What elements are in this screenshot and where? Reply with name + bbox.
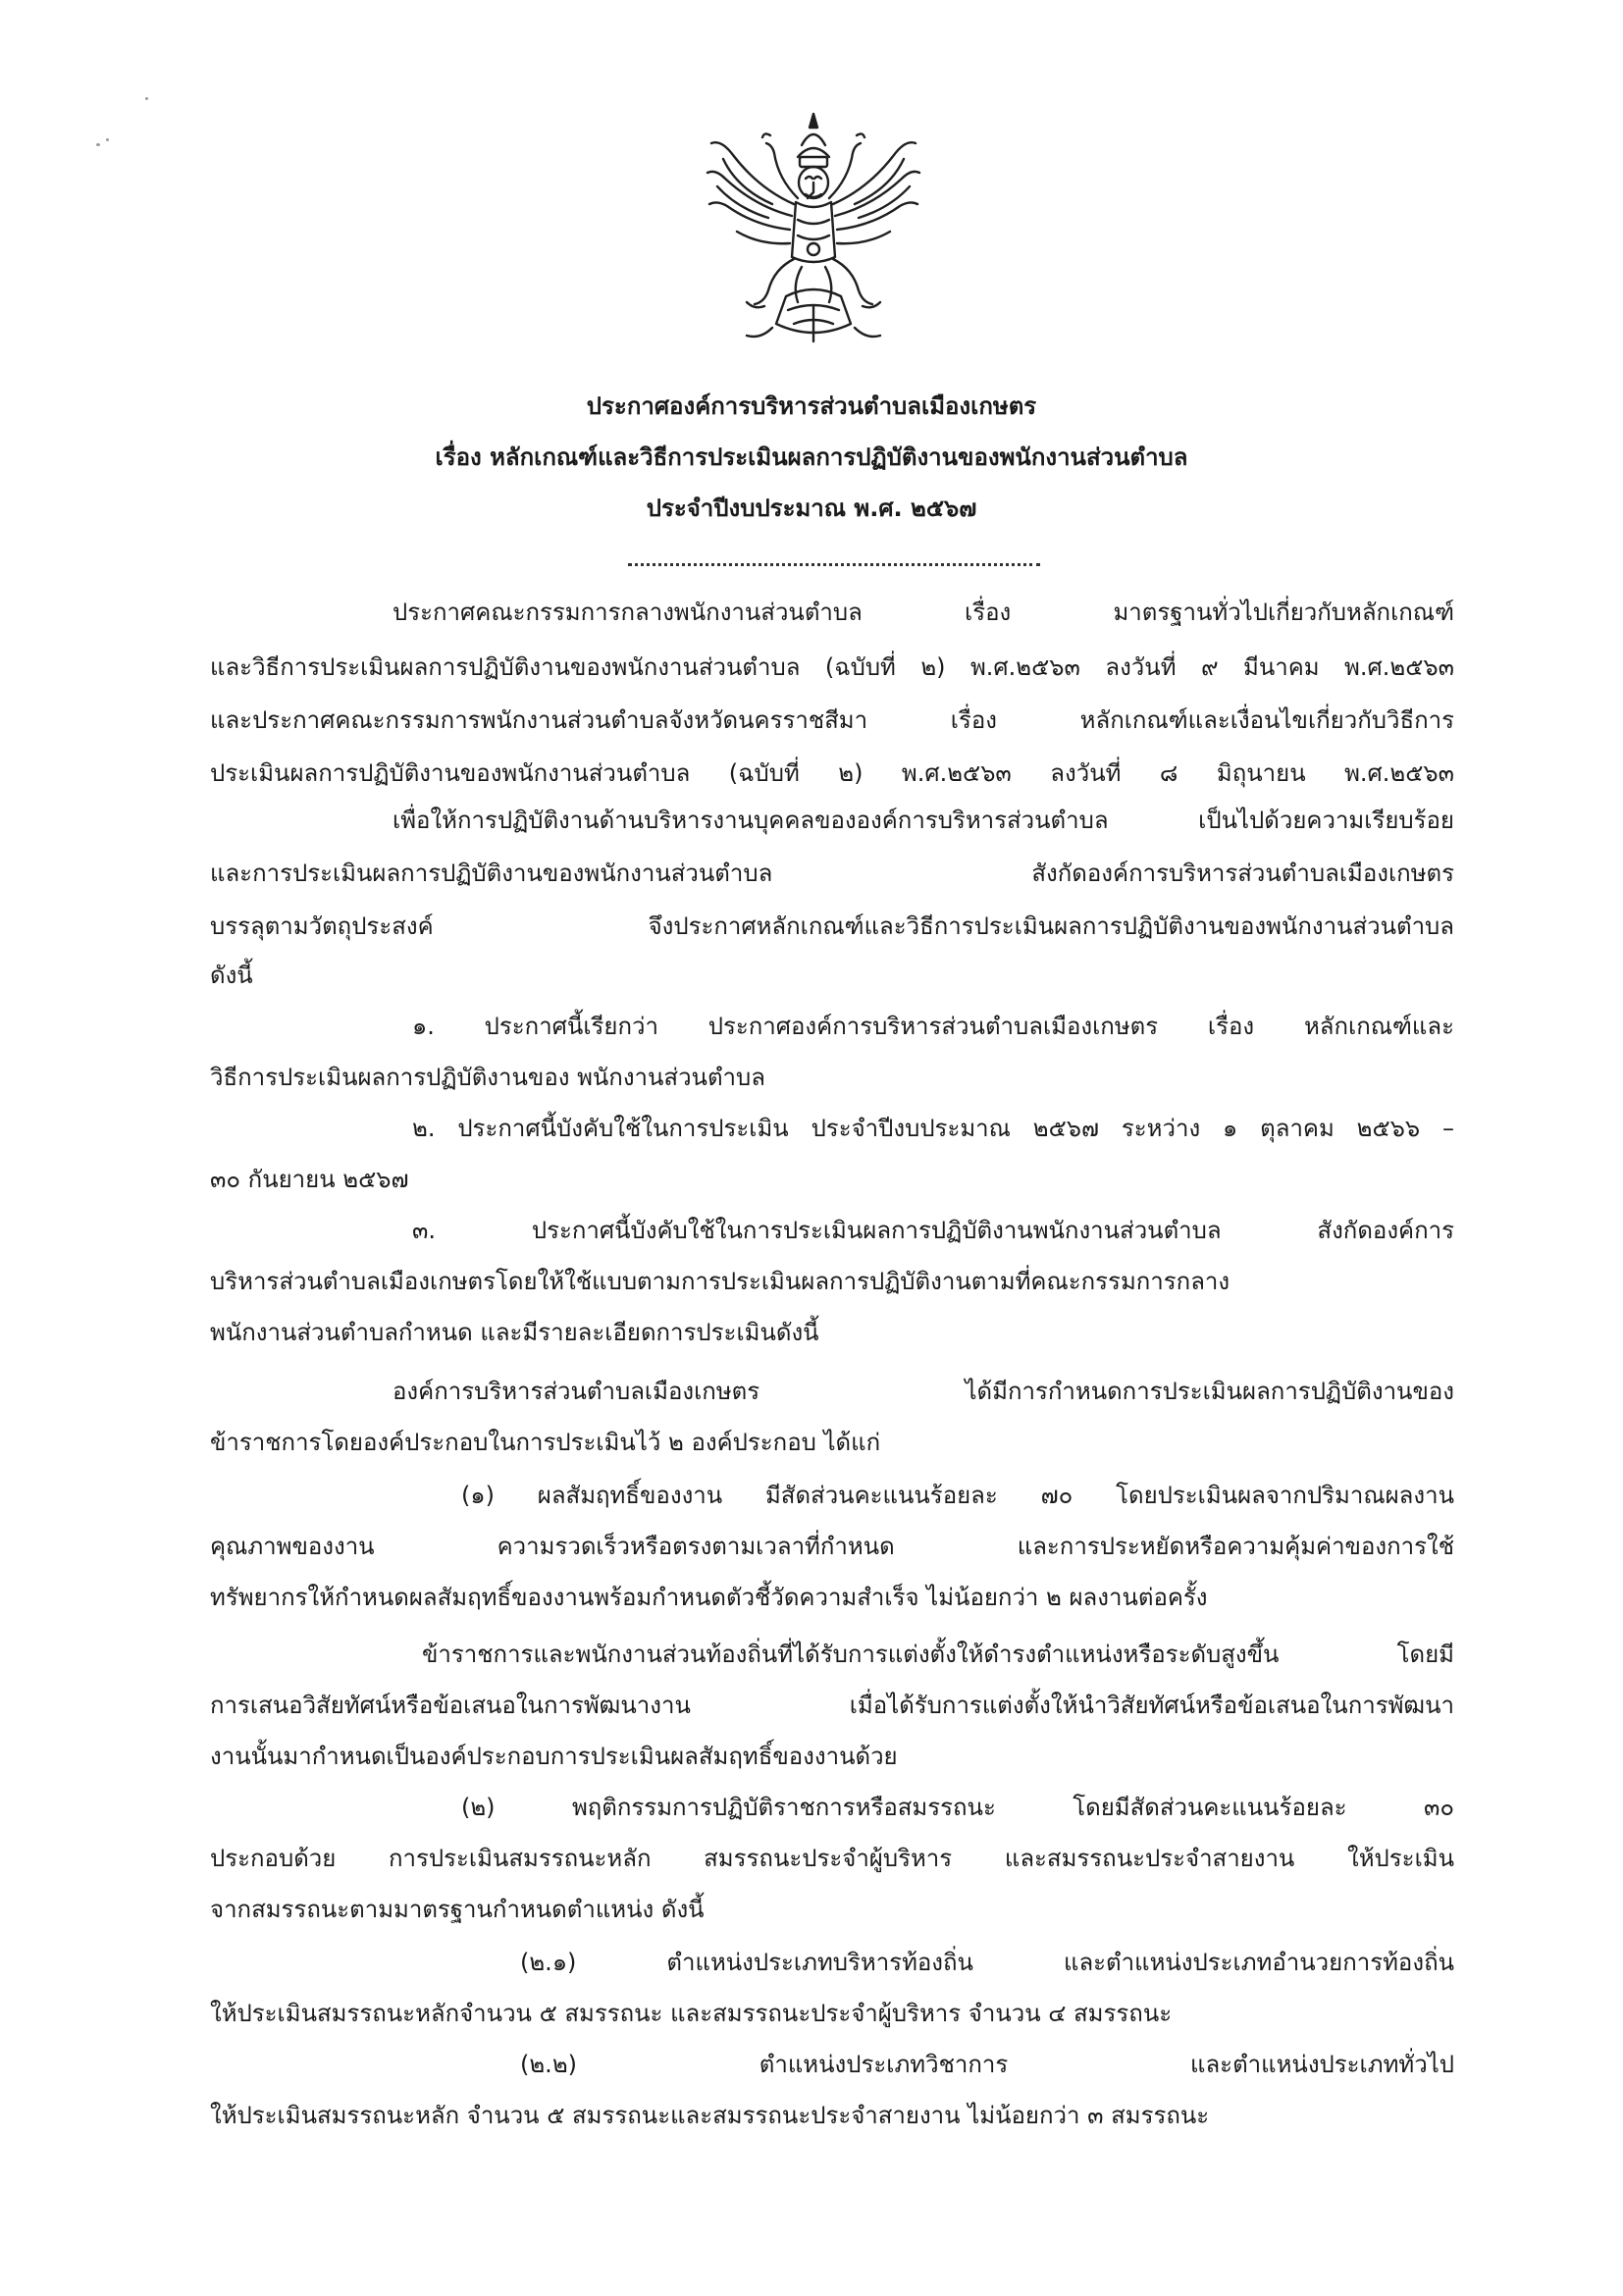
body-line: (๒.๒) ตำแหน่งประเภทวิชาการ และตำแหน่งประเภททั่วไป <box>520 2051 1454 2078</box>
body-line: และการประเมินผลการปฏิบัติงานของพนักงานส่วนตำบล สังกัดองค์การบริหารส่วนตำบลเมืองเกษตร <box>210 860 1454 887</box>
body-line: ดังนี้ <box>210 962 253 989</box>
announcement-fiscal-year: ประจำปีงบประมาณ พ.ศ. ๒๕๖๗ <box>646 495 977 522</box>
scan-speck <box>96 143 100 146</box>
body-line: ให้ประเมินสมรรถนะหลักจำนวน ๕ สมรรถนะ และสมรรถนะประจำผู้บริหาร จำนวน ๔ สมรรถนะ <box>210 2000 1173 2027</box>
body-line: (๒) พฤติกรรมการปฏิบัติราชการหรือสมรรถนะ โดยมีสัดส่วนคะแนนร้อยละ ๓๐ <box>461 1794 1454 1821</box>
garuda-emblem-icon <box>704 110 923 349</box>
body-line: ทรัพยากรให้กำหนดผลสัมฤทธิ์ของงานพร้อมกำหนดตัวชี้วัดความสำเร็จ ไม่น้อยกว่า ๒ ผลงานต่อครั้ง <box>210 1584 1208 1611</box>
body-line: วิธีการประเมินผลการปฏิบัติงานของ พนักงานส่วนตำบล <box>210 1064 765 1091</box>
body-line: งานนั้นมากำหนดเป็นองค์ประกอบการประเมินผลสัมฤทธิ์ของงานด้วย <box>210 1743 898 1770</box>
announcement-title: ประกาศองค์การบริหารส่วนตำบลเมืองเกษตร <box>586 392 1037 420</box>
body-line: คุณภาพของงาน ความรวดเร็วหรือตรงตามเวลาที่กำหนด และการประหยัดหรือความคุ้มค่าของการใช้ <box>210 1533 1454 1560</box>
body-line: บริหารส่วนตำบลเมืองเกษตรโดยให้ใช้แบบตามการประเมินผลการปฏิบัติงานตามที่คณะกรรมการกลาง <box>210 1268 1230 1295</box>
scan-speck <box>145 97 148 100</box>
body-line: (๒.๑) ตำแหน่งประเภทบริหารท้องถิ่น และตำแหน่งประเภทอำนวยการท้องถิ่น <box>520 1949 1454 1976</box>
body-line: และประกาศคณะกรรมการพนักงานส่วนตำบลจังหวัดนครราชสีมา เรื่อง หลักเกณฑ์และเงื่อนไขเกี่ยวกับวิธีการ <box>210 706 1454 734</box>
body-line: พนักงานส่วนตำบลกำหนด และมีรายละเอียดการประเมินดังนี้ <box>210 1319 819 1346</box>
body-line: เพื่อให้การปฏิบัติงานด้านบริหารงานบุคคลขององค์การบริหารส่วนตำบล เป็นไปด้วยความเรียบร้อย <box>393 807 1454 834</box>
body-line: การเสนอวิสัยทัศน์หรือข้อเสนอในการพัฒนางาน เมื่อได้รับการแต่งตั้งให้นำวิสัยทัศน์หรือข้อเสนอในการพัฒนา <box>210 1692 1454 1719</box>
body-line: ให้ประเมินสมรรถนะหลัก จำนวน ๕ สมรรถนะและสมรรถนะประจำสายงาน ไม่น้อยกว่า ๓ สมรรถนะ <box>210 2102 1210 2129</box>
body-line: ข้าราชการโดยองค์ประกอบในการประเมินไว้ ๒ องค์ประกอบ ได้แก่ <box>210 1429 881 1456</box>
body-line: ๒. ประกาศนี้บังคับใช้ในการประเมิน ประจำปีงบประมาณ ๒๕๖๗ ระหว่าง ๑ ตุลาคม ๒๕๖๖ – <box>412 1115 1454 1142</box>
body-line: ๑. ประกาศนี้เรียกว่า ประกาศองค์การบริหารส่วนตำบลเมืองเกษตร เรื่อง หลักเกณฑ์และ <box>412 1013 1454 1040</box>
body-line: และวิธีการประเมินผลการปฏิบัติงานของพนักงานส่วนตำบล (ฉบับที่ ๒) พ.ศ.๒๕๖๓ ลงวันที่ ๙ มีนาคม พ.ศ.๒๕๖๓ <box>210 653 1454 681</box>
announcement-subject: เรื่อง หลักเกณฑ์และวิธีการประเมินผลการปฏิบัติงานของพนักงานส่วนตำบล <box>435 444 1188 471</box>
body-line: ประกอบด้วย การประเมินสมรรถนะหลัก สมรรถนะประจำผู้บริหาร และสมรรถนะประจำสายงาน ให้ประเมิน <box>210 1845 1454 1872</box>
body-line: จากสมรรถนะตามมาตรฐานกำหนดตำแหน่ง ดังนี้ <box>210 1896 705 1923</box>
body-line: บรรลุตามวัตถุประสงค์ จึงประกาศหลักเกณฑ์และวิธีการประเมินผลการปฏิบัติงานของพนักงานส่วนตำบล <box>210 913 1454 940</box>
body-line: ประกาศคณะกรรมการกลางพนักงานส่วนตำบล เรื่อง มาตรฐานทั่วไปเกี่ยวกับหลักเกณฑ์ <box>393 599 1454 626</box>
scan-speck <box>106 138 109 141</box>
body-line: ๓๐ กันยายน ๒๕๖๗ <box>210 1166 409 1193</box>
body-line: ข้าราชการและพนักงานส่วนท้องถิ่นที่ได้รับการแต่งตั้งให้ดำรงตำแหน่งหรือระดับสูงขึ้น โดยมี <box>422 1641 1454 1668</box>
body-line: ๓. ประกาศนี้บังคับใช้ในการประเมินผลการปฏิบัติงานพนักงานส่วนตำบล สังกัดองค์การ <box>412 1217 1454 1244</box>
body-line: ประเมินผลการปฏิบัติงานของพนักงานส่วนตำบล (ฉบับที่ ๒) พ.ศ.๒๕๖๓ ลงวันที่ ๘ มิถุนายน พ.ศ.๒๕๖๓ <box>210 759 1454 787</box>
body-line: องค์การบริหารส่วนตำบลเมืองเกษตร ได้มีการกำหนดการประเมินผลการปฏิบัติงานของ <box>393 1378 1454 1405</box>
body-line: (๑) ผลสัมฤทธิ์ของงาน มีสัดส่วนคะแนนร้อยละ ๗๐ โดยประเมินผลจากปริมาณผลงาน <box>461 1482 1454 1509</box>
title-divider <box>628 563 1040 566</box>
